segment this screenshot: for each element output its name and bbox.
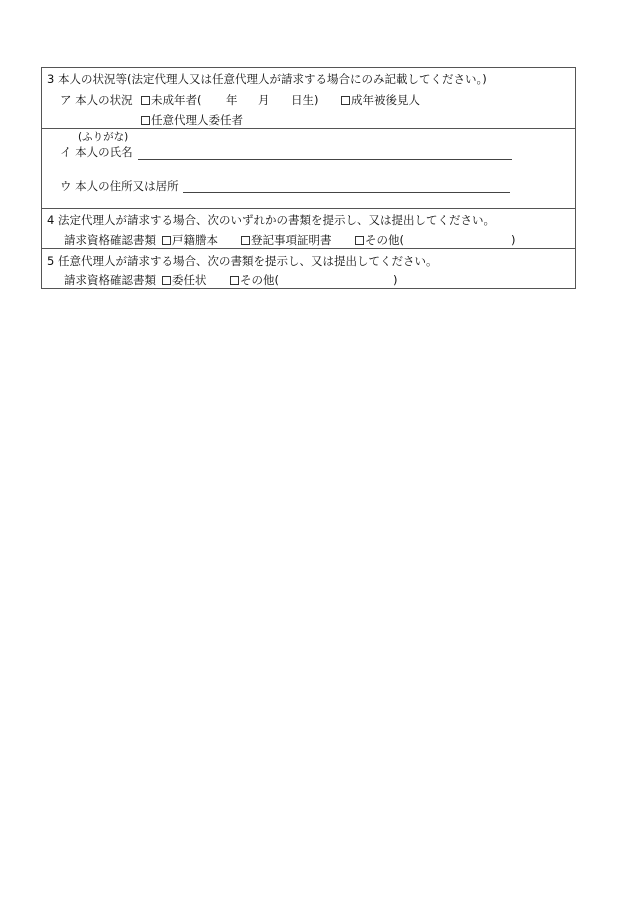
section-4-doc-label: 請求資格確認書類 xyxy=(64,233,156,247)
furigana-label: (ふりがな) xyxy=(78,131,129,143)
family-register-checkbox[interactable] xyxy=(162,236,171,245)
section-3-status xyxy=(42,68,575,129)
section-5-close-paren: ) xyxy=(393,273,398,287)
guardian-option[interactable] xyxy=(341,93,420,107)
section-3-identity xyxy=(42,129,575,209)
birth-day-label: 日生) xyxy=(291,93,319,107)
guardian-checkbox[interactable] xyxy=(341,96,350,105)
birth-year-label: 年 xyxy=(226,93,238,107)
section-5-doc-label: 請求資格確認書類 xyxy=(64,273,156,287)
section-5-other-option[interactable] xyxy=(230,273,279,287)
address-input-line[interactable] xyxy=(183,192,510,193)
name-label: イ 本人の氏名 xyxy=(60,145,133,159)
section-4-other-checkbox[interactable] xyxy=(355,236,364,245)
registry-certificate-checkbox[interactable] xyxy=(241,236,250,245)
status-label: ア 本人の状況 xyxy=(60,93,133,107)
power-of-attorney-checkbox[interactable] xyxy=(162,276,171,285)
registry-certificate-label: 登記事項証明書 xyxy=(251,233,332,247)
power-of-attorney-label: 委任状 xyxy=(172,273,207,287)
section-5-voluntary-agent xyxy=(42,249,575,288)
birth-month-label: 月 xyxy=(258,93,270,107)
section-4-other-option[interactable] xyxy=(355,233,404,247)
family-register-label: 戸籍謄本 xyxy=(172,233,218,247)
guardian-label: 成年被後見人 xyxy=(351,93,420,107)
section-5-other-checkbox[interactable] xyxy=(230,276,239,285)
minor-label: 未成年者( xyxy=(151,93,202,107)
family-register-option[interactable] xyxy=(162,233,218,247)
request-form-table xyxy=(41,67,576,289)
mandator-checkbox[interactable] xyxy=(141,116,150,125)
address-label: ウ 本人の住所又は居所 xyxy=(60,179,179,193)
section-4-close-paren: ) xyxy=(511,233,516,247)
section-5-other-label: その他( xyxy=(240,273,279,287)
minor-option[interactable] xyxy=(141,93,202,107)
registry-certificate-option[interactable] xyxy=(241,233,332,247)
mandator-label: 任意代理人委任者 xyxy=(151,113,243,127)
section-5-heading: 5 任意代理人が請求する場合、次の書類を提示し、又は提出してください。 xyxy=(47,254,438,268)
section-4-heading: 4 法定代理人が請求する場合、次のいずれかの書類を提示し、又は提出してください。 xyxy=(47,213,495,227)
name-input-line[interactable] xyxy=(138,159,512,160)
section-4-legal-agent xyxy=(42,209,575,249)
section-3-heading: 3 本人の状況等(法定代理人又は任意代理人が請求する場合にのみ記載してください。) xyxy=(47,72,487,86)
power-of-attorney-option[interactable] xyxy=(162,273,207,287)
section-4-other-label: その他( xyxy=(365,233,404,247)
minor-checkbox[interactable] xyxy=(141,96,150,105)
mandator-option[interactable] xyxy=(141,113,243,127)
